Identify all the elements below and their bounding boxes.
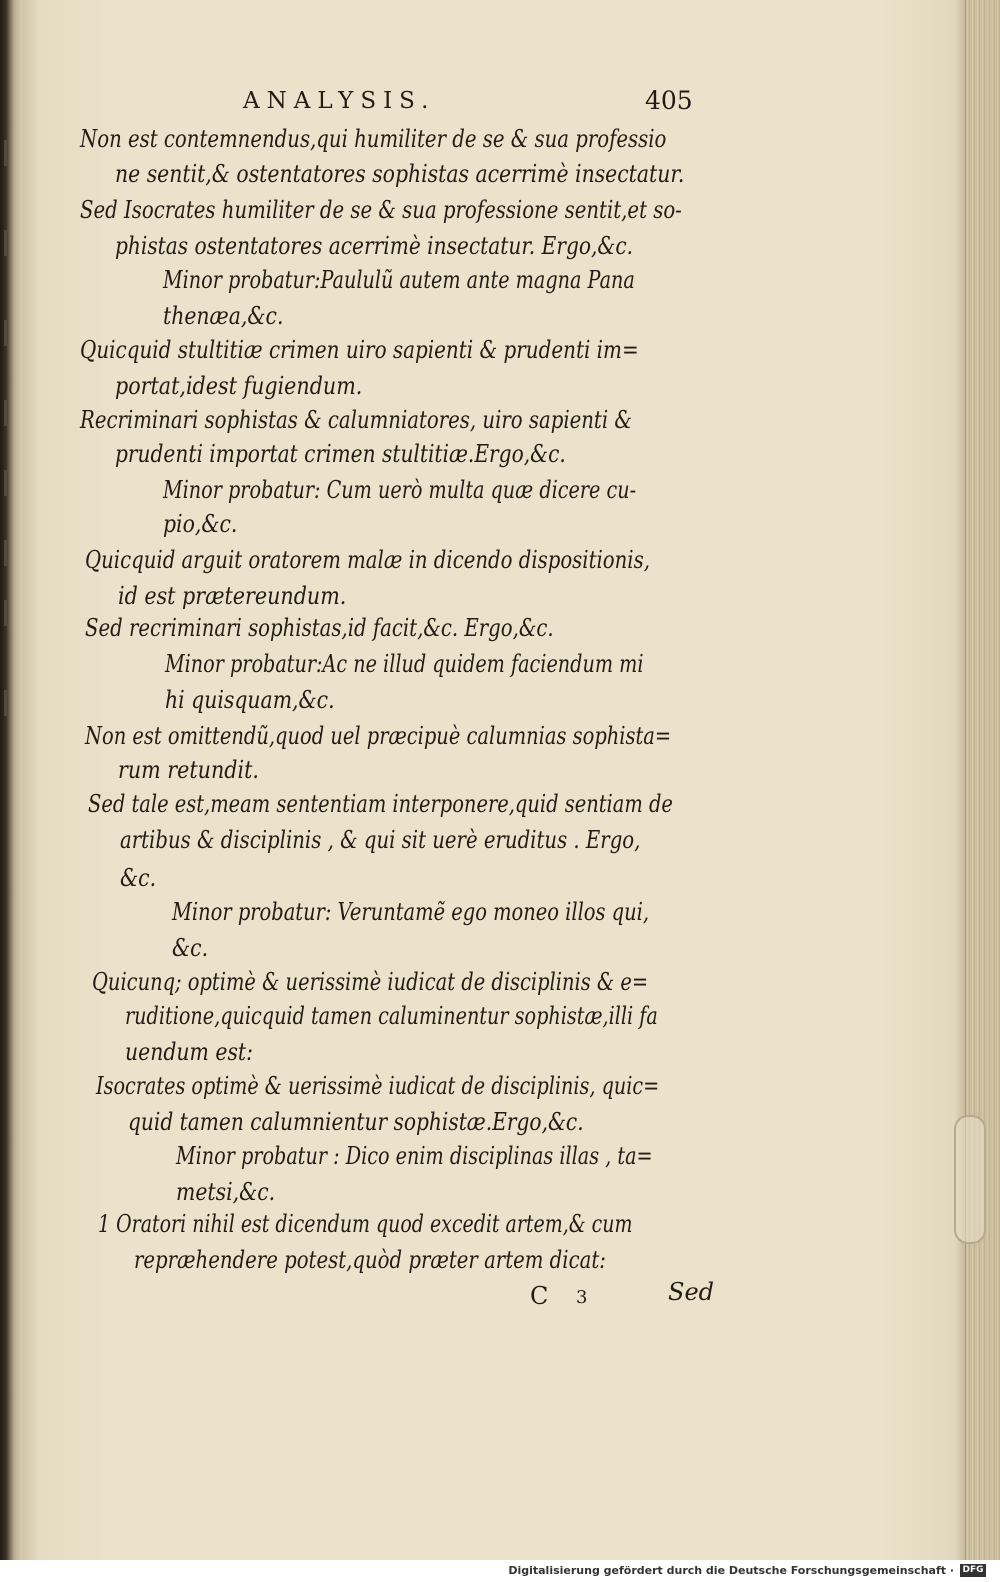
page-clip [954, 1115, 986, 1244]
text-line: id est prætereundum. [118, 582, 347, 610]
footer-credit: Digitalisierung gefördert durch die Deutsche Forschungsgemeinschaft · [508, 1564, 954, 1577]
text-line: Non est omittendũ,quod uel præcipuè calumnias sophista= [85, 722, 672, 750]
facing-page-gutter [0, 0, 22, 1560]
text-line: Quicquid stultitiæ crimen uiro sapienti & prudenti im= [80, 336, 639, 364]
text-line: Minor probatur:Ac ne illud quidem faciendum mi [165, 650, 644, 678]
text-line: 1 Oratori nihil est dicendum quod excedit artem,& cum [98, 1210, 633, 1238]
text-line: hi quisquam,&c. [165, 686, 335, 714]
digitization-footer [0, 1560, 1000, 1582]
text-line: Minor probatur : Dico enim disciplinas illas , ta= [176, 1142, 653, 1170]
text-line: Sed recriminari sophistas,id facit,&c. Ergo,&c. [85, 614, 554, 642]
running-head: ANALYSIS. [243, 88, 436, 114]
text-line: Isocrates optimè & uerissimè iudicat de disciplinis, quic= [96, 1072, 660, 1100]
text-line: &c. [172, 934, 209, 962]
signature-mark-number: 3 [576, 1287, 588, 1308]
text-line: phistas ostentatores acerrimè insectatur. Ergo,&c. [115, 232, 634, 260]
text-line: thenæa,&c. [163, 302, 284, 330]
text-line: portat,idest fugiendum. [115, 372, 363, 400]
text-line: repræhendere potest,quòd præter artem dicat: [134, 1246, 606, 1274]
text-line: Quicquid arguit oratorem malæ in dicendo dispositionis, [85, 546, 650, 574]
text-line: Minor probatur: Cum uerò multa quæ dicere cu- [163, 476, 637, 504]
text-line: Minor probatur:Paululũ autem ante magna Pana [163, 266, 635, 294]
signature-mark-letter: C [530, 1282, 549, 1310]
text-line: &c. [120, 864, 157, 892]
text-line: metsi,&c. [176, 1178, 276, 1206]
text-line: prudenti importat crimen stultitiæ.Ergo,&c. [115, 440, 566, 468]
catchword: Sed [668, 1278, 715, 1306]
text-line: pio,&c. [163, 510, 238, 538]
text-line: Recriminari sophistas & calumniatores, uiro sapienti & [80, 406, 632, 434]
text-line: artibus & disciplinis , & qui sit uerè eruditus . Ergo, [120, 826, 641, 854]
page-edges [965, 0, 1000, 1560]
text-line: quid tamen calumnientur sophistæ.Ergo,&c. [128, 1108, 584, 1136]
text-line: ruditione,quicquid tamen caluminentur sophistæ,illi fa [125, 1002, 658, 1030]
page-header [75, 82, 715, 122]
dfg-logo-icon: DFG [960, 1564, 986, 1577]
text-line: Quicunq; optimè & uerissimè iudicat de disciplinis & e= [92, 968, 649, 996]
text-line: uendum est: [125, 1038, 253, 1066]
text-line: Sed Isocrates humiliter de se & sua professione sentit,et so- [80, 196, 682, 224]
text-line: Minor probatur: Veruntamẽ ego moneo illos qui, [172, 898, 650, 926]
text-line: Sed tale est,meam sententiam interponere,quid sentiam de [88, 790, 673, 818]
text-line: ne sentit,& ostentatores sophistas acerrimè insectatur. [115, 160, 685, 188]
text-line: Non est contemnendus,qui humiliter de se & sua professio [80, 125, 667, 153]
folio-number: 405 [645, 86, 693, 115]
text-line: rum retundit. [118, 756, 259, 784]
